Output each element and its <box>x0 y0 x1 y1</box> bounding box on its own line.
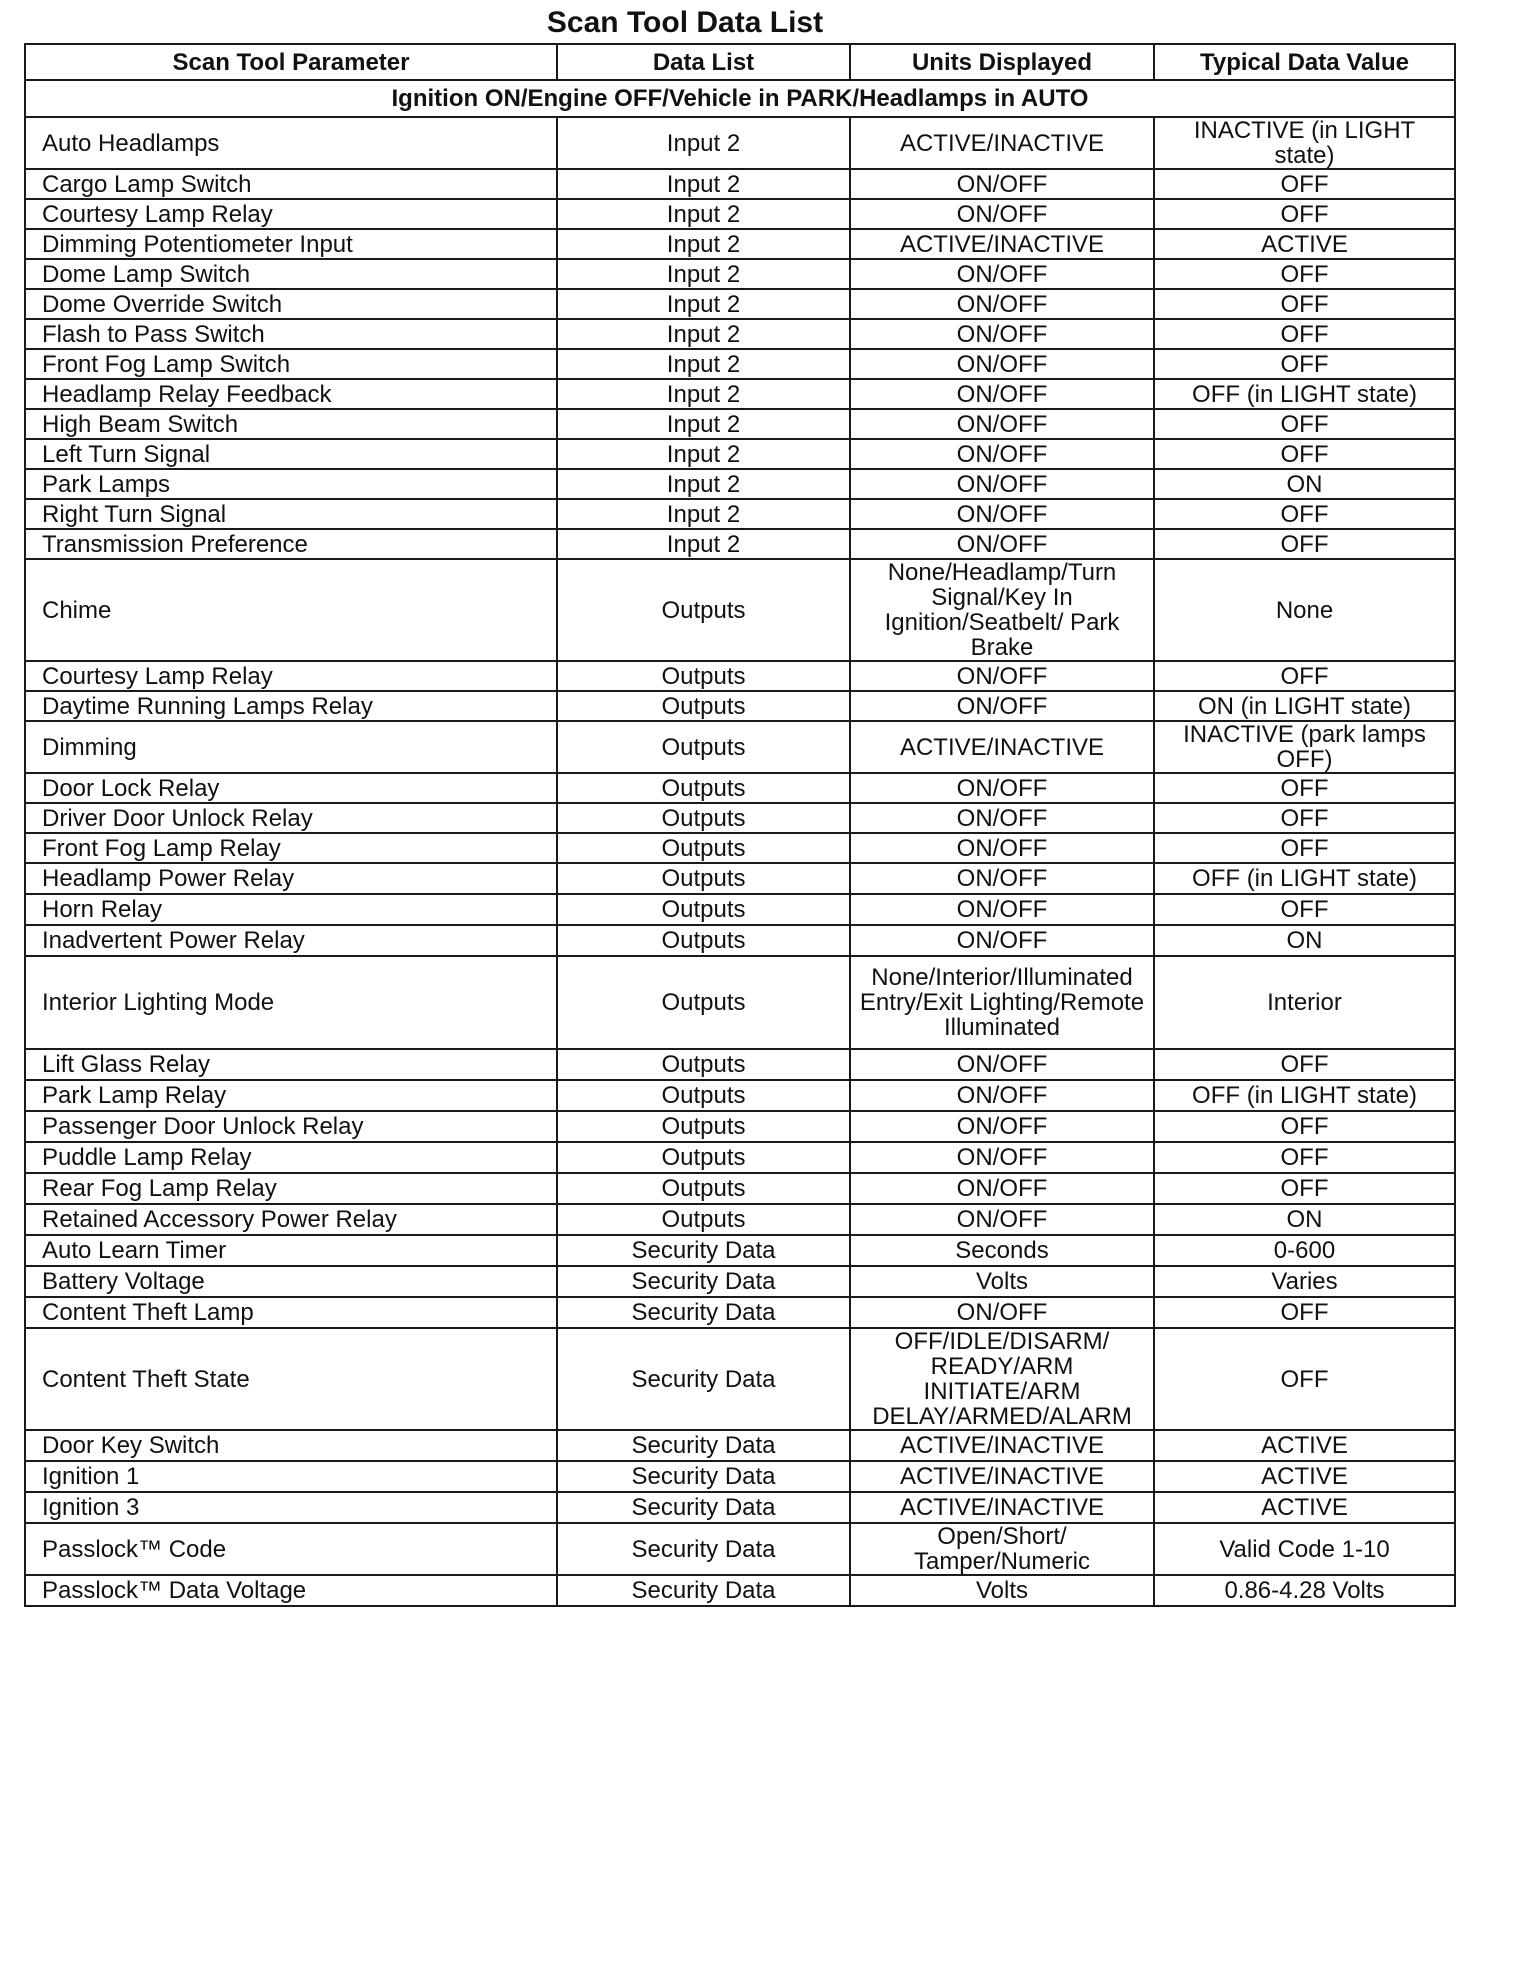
units-cell: ON/OFF <box>850 691 1154 721</box>
parameter-cell: Chime <box>25 559 557 661</box>
table-row <box>25 289 1455 319</box>
data-list-cell: Outputs <box>557 721 850 773</box>
typical-value-cell: INACTIVE (in LIGHT state) <box>1154 117 1455 169</box>
parameter-cell: Courtesy Lamp Relay <box>25 199 557 229</box>
typical-value-cell: 0.86-4.28 Volts <box>1154 1575 1455 1606</box>
header-data-list: Data List <box>557 44 850 80</box>
typical-value-cell: INACTIVE (park lamps OFF) <box>1154 721 1455 773</box>
units-cell: ON/OFF <box>850 1049 1154 1080</box>
parameter-cell: Ignition 3 <box>25 1492 557 1523</box>
parameter-cell: Driver Door Unlock Relay <box>25 803 557 833</box>
table-row <box>25 199 1455 229</box>
page-title: Scan Tool Data List <box>546 6 824 39</box>
data-list-cell: Input 2 <box>557 529 850 559</box>
units-cell: ACTIVE/INACTIVE <box>850 1461 1154 1492</box>
data-list-cell: Input 2 <box>557 379 850 409</box>
units-cell: ON/OFF <box>850 439 1154 469</box>
table-row <box>25 559 1455 661</box>
units-cell: ON/OFF <box>850 1204 1154 1235</box>
data-list-cell: Input 2 <box>557 259 850 289</box>
data-list-cell: Input 2 <box>557 499 850 529</box>
units-cell: ON/OFF <box>850 1142 1154 1173</box>
data-list-cell: Outputs <box>557 925 850 956</box>
typical-value-cell: OFF <box>1154 833 1455 863</box>
scan-tool-data-table <box>24 43 1456 1607</box>
typical-value-cell: OFF <box>1154 1173 1455 1204</box>
units-cell: None/Headlamp/Turn Signal/Key In Ignition/Seatbelt/ Park Brake <box>850 559 1154 661</box>
typical-value-cell: OFF <box>1154 803 1455 833</box>
typical-value-cell: OFF (in LIGHT state) <box>1154 1080 1455 1111</box>
data-list-cell: Input 2 <box>557 117 850 169</box>
table-row <box>25 721 1455 773</box>
table-row <box>25 1328 1455 1430</box>
data-list-cell: Input 2 <box>557 409 850 439</box>
parameter-cell: Door Key Switch <box>25 1430 557 1461</box>
units-cell: Open/Short/ Tamper/Numeric <box>850 1523 1154 1575</box>
units-cell: ON/OFF <box>850 169 1154 199</box>
parameter-cell: Cargo Lamp Switch <box>25 169 557 199</box>
parameter-cell: Headlamp Relay Feedback <box>25 379 557 409</box>
typical-value-cell: ACTIVE <box>1154 1430 1455 1461</box>
parameter-cell: Ignition 1 <box>25 1461 557 1492</box>
typical-value-cell: Interior <box>1154 956 1455 1049</box>
header-units-displayed: Units Displayed <box>850 44 1154 80</box>
parameter-cell: Park Lamps <box>25 469 557 499</box>
table-row <box>25 894 1455 925</box>
typical-value-cell: OFF (in LIGHT state) <box>1154 379 1455 409</box>
typical-value-cell: OFF <box>1154 349 1455 379</box>
table-row <box>25 661 1455 691</box>
typical-value-cell: OFF <box>1154 773 1455 803</box>
data-list-cell: Input 2 <box>557 169 850 199</box>
table-row <box>25 259 1455 289</box>
data-list-cell: Outputs <box>557 559 850 661</box>
typical-value-cell: OFF <box>1154 1297 1455 1328</box>
table-row <box>25 691 1455 721</box>
table-row <box>25 1080 1455 1111</box>
table-row <box>25 1461 1455 1492</box>
table-row <box>25 863 1455 894</box>
typical-value-cell: ON <box>1154 1204 1455 1235</box>
table-row <box>25 1235 1455 1266</box>
units-cell: ON/OFF <box>850 1297 1154 1328</box>
units-cell: Seconds <box>850 1235 1154 1266</box>
table-row <box>25 956 1455 1049</box>
data-list-cell: Outputs <box>557 1111 850 1142</box>
units-cell: ON/OFF <box>850 863 1154 894</box>
data-list-cell: Input 2 <box>557 289 850 319</box>
parameter-cell: Transmission Preference <box>25 529 557 559</box>
table-row <box>25 1492 1455 1523</box>
parameter-cell: Front Fog Lamp Switch <box>25 349 557 379</box>
table-row <box>25 1575 1455 1606</box>
units-cell: ON/OFF <box>850 199 1154 229</box>
units-cell: Volts <box>850 1575 1154 1606</box>
data-list-cell: Outputs <box>557 691 850 721</box>
typical-value-cell: OFF <box>1154 1049 1455 1080</box>
typical-value-cell: OFF (in LIGHT state) <box>1154 863 1455 894</box>
units-cell: ON/OFF <box>850 773 1154 803</box>
typical-value-cell: ACTIVE <box>1154 1461 1455 1492</box>
units-cell: ACTIVE/INACTIVE <box>850 117 1154 169</box>
parameter-cell: Dome Lamp Switch <box>25 259 557 289</box>
parameter-cell: Park Lamp Relay <box>25 1080 557 1111</box>
typical-value-cell: OFF <box>1154 439 1455 469</box>
units-cell: ON/OFF <box>850 319 1154 349</box>
table-row <box>25 1297 1455 1328</box>
table-row <box>25 349 1455 379</box>
data-list-cell: Outputs <box>557 1080 850 1111</box>
data-list-cell: Outputs <box>557 894 850 925</box>
data-list-cell: Outputs <box>557 773 850 803</box>
units-cell: ACTIVE/INACTIVE <box>850 721 1154 773</box>
typical-value-cell: OFF <box>1154 199 1455 229</box>
parameter-cell: Inadvertent Power Relay <box>25 925 557 956</box>
parameter-cell: Horn Relay <box>25 894 557 925</box>
parameter-cell: Lift Glass Relay <box>25 1049 557 1080</box>
parameter-cell: High Beam Switch <box>25 409 557 439</box>
data-list-cell: Outputs <box>557 956 850 1049</box>
units-cell: ON/OFF <box>850 1080 1154 1111</box>
typical-value-cell: OFF <box>1154 289 1455 319</box>
units-cell: ACTIVE/INACTIVE <box>850 229 1154 259</box>
parameter-cell: Headlamp Power Relay <box>25 863 557 894</box>
table-row <box>25 379 1455 409</box>
table-row <box>25 803 1455 833</box>
header-scan-tool-parameter: Scan Tool Parameter <box>25 44 557 80</box>
data-list-cell: Security Data <box>557 1461 850 1492</box>
data-list-cell: Outputs <box>557 1173 850 1204</box>
parameter-cell: Courtesy Lamp Relay <box>25 661 557 691</box>
typical-value-cell: OFF <box>1154 1111 1455 1142</box>
units-cell: ON/OFF <box>850 661 1154 691</box>
table-row <box>25 409 1455 439</box>
units-cell: ON/OFF <box>850 469 1154 499</box>
parameter-cell: Content Theft Lamp <box>25 1297 557 1328</box>
typical-value-cell: None <box>1154 559 1455 661</box>
units-cell: ON/OFF <box>850 259 1154 289</box>
data-list-cell: Security Data <box>557 1523 850 1575</box>
parameter-cell: Dome Override Switch <box>25 289 557 319</box>
parameter-cell: Door Lock Relay <box>25 773 557 803</box>
parameter-cell: Passlock™ Code <box>25 1523 557 1575</box>
units-cell: ON/OFF <box>850 289 1154 319</box>
parameter-cell: Interior Lighting Mode <box>25 956 557 1049</box>
data-list-cell: Input 2 <box>557 319 850 349</box>
table-row <box>25 1049 1455 1080</box>
typical-value-cell: OFF <box>1154 661 1455 691</box>
table-row <box>25 925 1455 956</box>
data-list-cell: Security Data <box>557 1328 850 1430</box>
data-list-cell: Outputs <box>557 803 850 833</box>
parameter-cell: Passenger Door Unlock Relay <box>25 1111 557 1142</box>
units-cell: ON/OFF <box>850 925 1154 956</box>
parameter-cell: Front Fog Lamp Relay <box>25 833 557 863</box>
table-row <box>25 469 1455 499</box>
data-list-cell: Outputs <box>557 833 850 863</box>
typical-value-cell: OFF <box>1154 319 1455 349</box>
parameter-cell: Retained Accessory Power Relay <box>25 1204 557 1235</box>
units-cell: ON/OFF <box>850 349 1154 379</box>
data-list-cell: Security Data <box>557 1492 850 1523</box>
table-row <box>25 169 1455 199</box>
data-list-cell: Input 2 <box>557 199 850 229</box>
table-row <box>25 1142 1455 1173</box>
table-header-row <box>25 44 1455 80</box>
data-list-cell: Security Data <box>557 1266 850 1297</box>
typical-value-cell: OFF <box>1154 409 1455 439</box>
units-cell: ON/OFF <box>850 803 1154 833</box>
data-list-cell: Outputs <box>557 661 850 691</box>
typical-value-cell: OFF <box>1154 499 1455 529</box>
table-row <box>25 1173 1455 1204</box>
table-row <box>25 499 1455 529</box>
data-list-cell: Outputs <box>557 863 850 894</box>
table-row <box>25 319 1455 349</box>
data-list-cell: Input 2 <box>557 349 850 379</box>
table-row <box>25 1204 1455 1235</box>
units-cell: OFF/IDLE/DISARM/ READY/ARM INITIATE/ARM DELAY/ARMED/ALARM <box>850 1328 1154 1430</box>
typical-value-cell: ACTIVE <box>1154 229 1455 259</box>
parameter-cell: Auto Headlamps <box>25 117 557 169</box>
data-list-cell: Security Data <box>557 1575 850 1606</box>
typical-value-cell: Varies <box>1154 1266 1455 1297</box>
section-condition-label: Ignition ON/Engine OFF/Vehicle in PARK/Headlamps in AUTO <box>25 80 1455 117</box>
table-row <box>25 1266 1455 1297</box>
section-row <box>25 80 1455 117</box>
table-row <box>25 833 1455 863</box>
table-row <box>25 229 1455 259</box>
units-cell: ON/OFF <box>850 833 1154 863</box>
typical-value-cell: OFF <box>1154 894 1455 925</box>
units-cell: ON/OFF <box>850 529 1154 559</box>
typical-value-cell: OFF <box>1154 259 1455 289</box>
parameter-cell: Right Turn Signal <box>25 499 557 529</box>
units-cell: ON/OFF <box>850 409 1154 439</box>
parameter-cell: Auto Learn Timer <box>25 1235 557 1266</box>
typical-value-cell: ACTIVE <box>1154 1492 1455 1523</box>
units-cell: ON/OFF <box>850 1173 1154 1204</box>
table-row <box>25 117 1455 169</box>
parameter-cell: Content Theft State <box>25 1328 557 1430</box>
typical-value-cell: Valid Code 1-10 <box>1154 1523 1455 1575</box>
table-row <box>25 1430 1455 1461</box>
data-list-cell: Input 2 <box>557 439 850 469</box>
typical-value-cell: OFF <box>1154 529 1455 559</box>
parameter-cell: Dimming Potentiometer Input <box>25 229 557 259</box>
parameter-cell: Rear Fog Lamp Relay <box>25 1173 557 1204</box>
units-cell: ON/OFF <box>850 379 1154 409</box>
units-cell: ACTIVE/INACTIVE <box>850 1492 1154 1523</box>
data-list-cell: Outputs <box>557 1049 850 1080</box>
typical-value-cell: ON <box>1154 469 1455 499</box>
typical-value-cell: 0-600 <box>1154 1235 1455 1266</box>
data-list-cell: Input 2 <box>557 469 850 499</box>
units-cell: ON/OFF <box>850 894 1154 925</box>
units-cell: ON/OFF <box>850 1111 1154 1142</box>
typical-value-cell: OFF <box>1154 1142 1455 1173</box>
data-list-cell: Outputs <box>557 1204 850 1235</box>
typical-value-cell: OFF <box>1154 1328 1455 1430</box>
table-row <box>25 529 1455 559</box>
table-row <box>25 773 1455 803</box>
units-cell: None/Interior/Illuminated Entry/Exit Lighting/Remote Illuminated <box>850 956 1154 1049</box>
units-cell: ON/OFF <box>850 499 1154 529</box>
parameter-cell: Passlock™ Data Voltage <box>25 1575 557 1606</box>
data-list-cell: Security Data <box>557 1297 850 1328</box>
typical-value-cell: ON <box>1154 925 1455 956</box>
parameter-cell: Daytime Running Lamps Relay <box>25 691 557 721</box>
parameter-cell: Left Turn Signal <box>25 439 557 469</box>
table-row <box>25 1523 1455 1575</box>
parameter-cell: Battery Voltage <box>25 1266 557 1297</box>
header-typical-data-value: Typical Data Value <box>1154 44 1455 80</box>
typical-value-cell: OFF <box>1154 169 1455 199</box>
parameter-cell: Puddle Lamp Relay <box>25 1142 557 1173</box>
table-row <box>25 439 1455 469</box>
units-cell: ACTIVE/INACTIVE <box>850 1430 1154 1461</box>
data-list-cell: Security Data <box>557 1235 850 1266</box>
data-list-cell: Security Data <box>557 1430 850 1461</box>
data-list-cell: Outputs <box>557 1142 850 1173</box>
typical-value-cell: ON (in LIGHT state) <box>1154 691 1455 721</box>
data-list-cell: Input 2 <box>557 229 850 259</box>
parameter-cell: Flash to Pass Switch <box>25 319 557 349</box>
units-cell: Volts <box>850 1266 1154 1297</box>
parameter-cell: Dimming <box>25 721 557 773</box>
table-row <box>25 1111 1455 1142</box>
